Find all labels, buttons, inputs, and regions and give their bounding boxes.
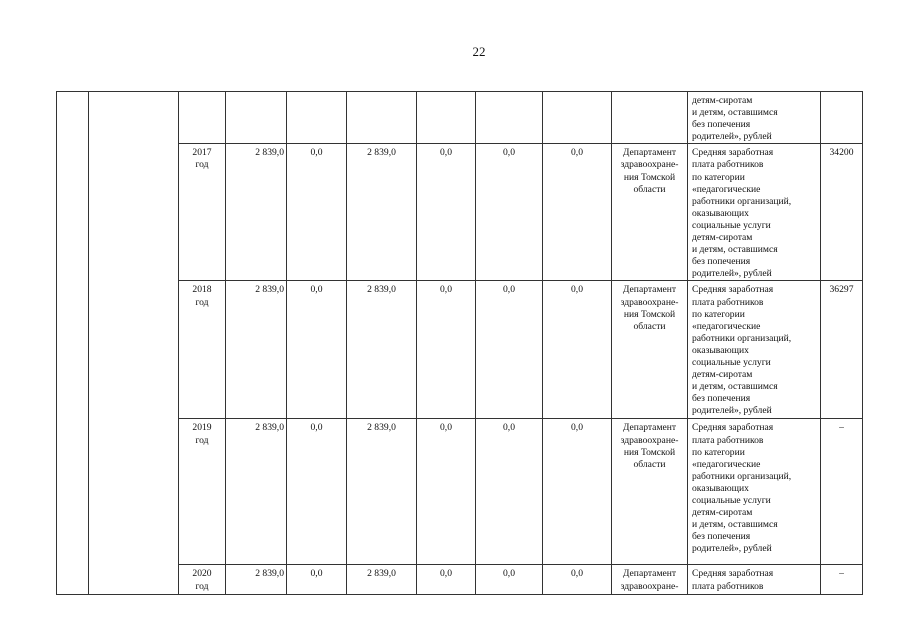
amount-cell: 2 839,0 <box>347 144 417 281</box>
year-cell: 2019 год <box>179 419 226 565</box>
year-cell: 2018 год <box>179 281 226 419</box>
amount-cell: 0,0 <box>417 144 476 281</box>
amount-cell: 0,0 <box>476 281 543 419</box>
indicator-cell: Средняя заработная плата работников <box>688 565 821 595</box>
amount-cell: 0,0 <box>287 144 347 281</box>
year-cell: 2020 год <box>179 565 226 595</box>
total-cell: 2 839,0 <box>226 419 287 565</box>
table-row-continuation <box>57 92 863 144</box>
executor-cell: Департамент здравоохране- <box>612 565 688 595</box>
amount-cell: 0,0 <box>287 419 347 565</box>
amount-cell: 0,0 <box>287 281 347 419</box>
number-column-cell <box>57 92 89 595</box>
amount-cell: 0,0 <box>417 565 476 595</box>
year-cell: 2017 год <box>179 144 226 281</box>
amount-cell: 2 839,0 <box>347 281 417 419</box>
executor-cell: Департамент здравоохране- ния Томской области <box>612 144 688 281</box>
amount-cell: 0,0 <box>476 144 543 281</box>
amount-cell: 0,0 <box>417 419 476 565</box>
amount-cell: 0,0 <box>543 144 612 281</box>
name-column-cell <box>89 92 179 595</box>
total-cell: 2 839,0 <box>226 281 287 419</box>
executor-cell: Департамент здравоохране- ния Томской области <box>612 281 688 419</box>
amount-cell: 0,0 <box>476 565 543 595</box>
indicator-value-cell: 36297 <box>821 281 863 419</box>
indicator-cell: Средняя заработная плата работников по категории «педагогические работники организаций, оказывающих социальные услуги детям-сиротам и детям, оставшимся без попечения родителей», рублей <box>688 419 821 565</box>
budget-table <box>56 91 863 595</box>
amount-cell: 0,0 <box>543 419 612 565</box>
indicator-value-cell: – <box>821 565 863 595</box>
amount-cell: 0,0 <box>476 419 543 565</box>
indicator-value-cell: 34200 <box>821 144 863 281</box>
indicator-cell: Средняя заработная плата работников по категории «педагогические работники организаций, оказывающих социальные услуги детям-сиротам и детям, оставшимся без попечения родителей», рублей <box>688 144 821 281</box>
amount-cell: 0,0 <box>543 565 612 595</box>
amount-cell: 0,0 <box>543 281 612 419</box>
total-cell: 2 839,0 <box>226 565 287 595</box>
executor-cell: Департамент здравоохране- ния Томской области <box>612 419 688 565</box>
indicator-cell: Средняя заработная плата работников по категории «педагогические работники организаций, оказывающих социальные услуги детям-сиротам и детям, оставшимся без попечения родителей», рублей <box>688 281 821 419</box>
amount-cell: 2 839,0 <box>347 419 417 565</box>
amount-cell: 2 839,0 <box>347 565 417 595</box>
page-number: 22 <box>472 44 486 59</box>
total-cell: 2 839,0 <box>226 144 287 281</box>
indicator-cell: детям-сиротам и детям, оставшимся без попечения родителей», рублей <box>688 92 821 144</box>
amount-cell: 0,0 <box>417 281 476 419</box>
indicator-value-cell: – <box>821 419 863 565</box>
amount-cell: 0,0 <box>287 565 347 595</box>
